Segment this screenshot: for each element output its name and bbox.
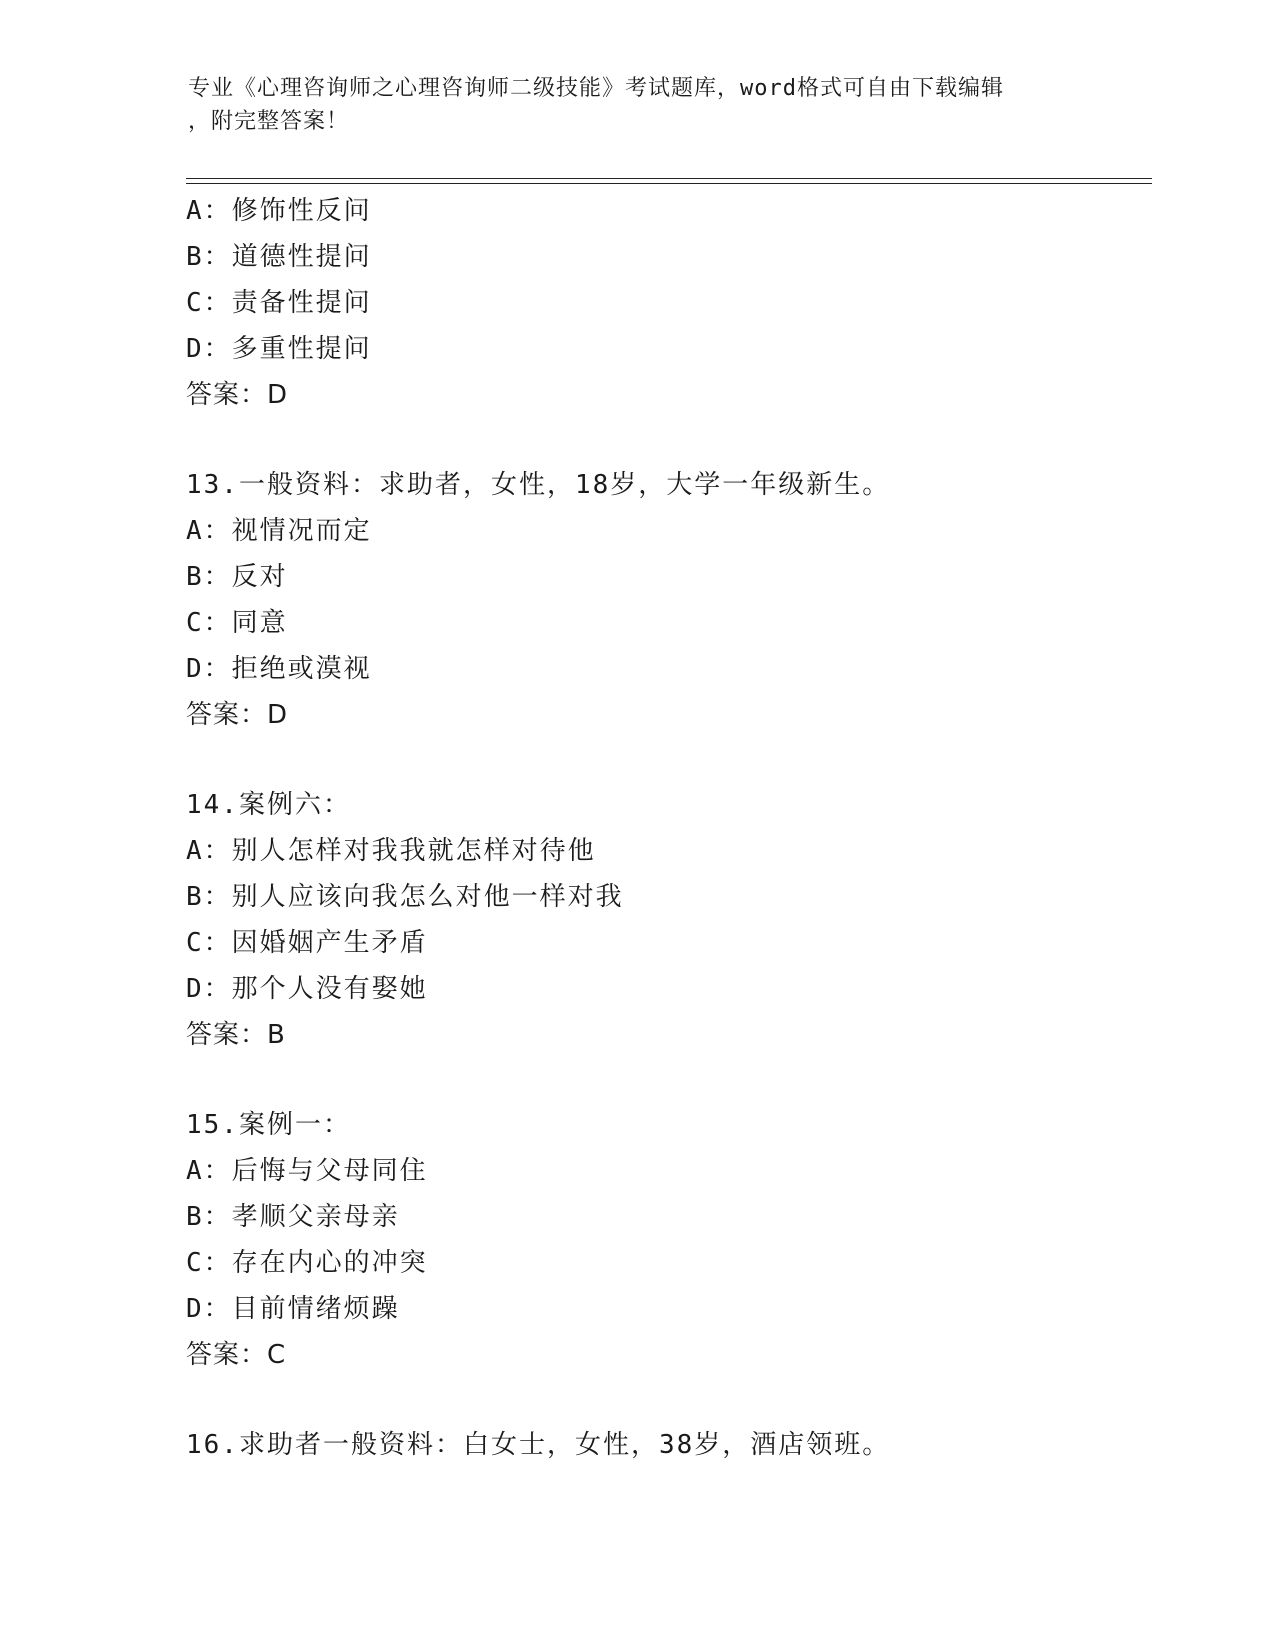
option-b: B：道德性提问 — [186, 242, 372, 272]
option-b: B：别人应该向我怎么对他一样对我 — [186, 882, 624, 912]
question-text: 16.求助者一般资料：白女士，女性，38岁，酒店领班。 — [186, 1430, 891, 1460]
document-header — [188, 72, 1068, 138]
option-a: A：后悔与父母同住 — [186, 1156, 428, 1186]
option-d: D：目前情绪烦躁 — [186, 1294, 400, 1324]
question-block-15 — [186, 1102, 1146, 1378]
question-text: 13.一般资料：求助者，女性，18岁，大学一年级新生。 — [186, 470, 891, 500]
option-a: A：别人怎样对我我就怎样对待他 — [186, 836, 596, 866]
option-c: C：责备性提问 — [186, 288, 372, 318]
answer-line: 答案：C — [186, 1340, 287, 1370]
answer-line: 答案：D — [186, 700, 289, 730]
question-block-16 — [186, 1422, 1146, 1468]
question-text: 14.案例六： — [186, 790, 351, 820]
option-c: C：存在内心的冲突 — [186, 1248, 428, 1278]
option-d: D：多重性提问 — [186, 334, 372, 364]
option-c: C：因婚姻产生矛盾 — [186, 928, 428, 958]
option-c: C：同意 — [186, 608, 288, 638]
question-block-13 — [186, 462, 1146, 738]
option-b: B：反对 — [186, 562, 288, 592]
answer-line: 答案：D — [186, 380, 289, 410]
header-divider — [186, 178, 1152, 184]
header-line-1: 专业《心理咨询师之心理咨询师二级技能》考试题库，word格式可自由下载编辑 — [188, 76, 1004, 101]
option-d: D：那个人没有娶她 — [186, 974, 428, 1004]
option-d: D：拒绝或漠视 — [186, 654, 372, 684]
option-a: A：修饰性反问 — [186, 196, 372, 226]
header-line-2: ，附完整答案！ — [188, 109, 350, 134]
question-block-12 — [186, 188, 1146, 418]
option-b: B：孝顺父亲母亲 — [186, 1202, 400, 1232]
answer-line: 答案：B — [186, 1020, 286, 1050]
option-a: A：视情况而定 — [186, 516, 372, 546]
question-block-14 — [186, 782, 1146, 1058]
question-list — [186, 188, 1146, 1468]
question-text: 15.案例一： — [186, 1110, 351, 1140]
